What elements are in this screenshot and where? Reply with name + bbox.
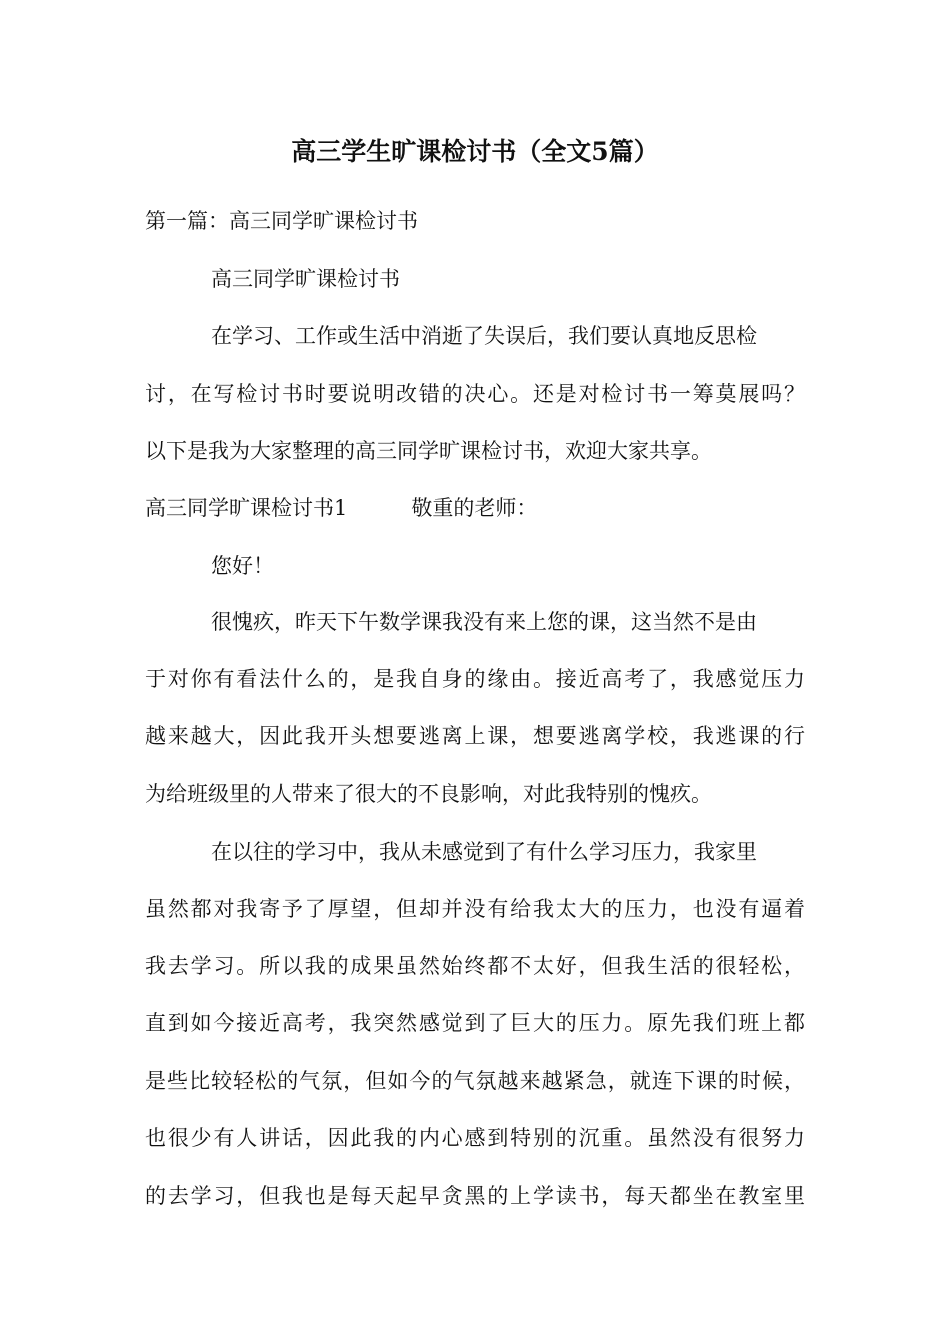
- paragraph-line: 我去学习。所以我的成果虽然始终都不太好，但我生活的很轻松，: [145, 954, 805, 978]
- paragraph-line: 虽然都对我寄予了厚望，但却并没有给我太大的压力，也没有逼着: [145, 897, 805, 921]
- paragraph-line: 直到如今接近高考，我突然感觉到了巨大的压力。原先我们班上都: [145, 1011, 805, 1035]
- chapter-heading: 第一篇：高三同学旷课检讨书: [145, 209, 418, 233]
- paragraph-line: 也很少有人讲话，因此我的内心感到特别的沉重。虽然没有很努力: [145, 1126, 805, 1150]
- letter-header-line: [145, 492, 537, 524]
- subtitle: 高三同学旷课检讨书: [211, 267, 400, 291]
- document-title: 高三学生旷课检讨书（全文5篇）: [291, 137, 659, 166]
- paragraph-line: 是些比较轻松的气氛，但如今的气氛越来越紧急，就连下课的时候，: [145, 1069, 805, 1093]
- paragraph-line: 很愧疚，昨天下午数学课我没有来上您的课，这当然不是由: [211, 610, 757, 634]
- paragraph-line: 在以往的学习中，我从未感觉到了有什么学习压力，我家里: [211, 840, 757, 864]
- paragraph-line: 于对你有看法什么的，是我自身的缘由。接近高考了，我感觉压力: [145, 667, 805, 691]
- letter-label: 高三同学旷课检讨书1: [145, 496, 348, 520]
- paragraph-line: 的去学习，但我也是每天起早贪黑的上学读书，每天都坐在教室里: [145, 1184, 805, 1208]
- paragraph-line: 为给班级里的人带来了很大的不良影响，对此我特别的愧疚。: [145, 782, 712, 806]
- greeting: 您好！: [211, 554, 274, 578]
- paragraph-line: 越来越大，因此我开头想要逃离上课，想要逃离学校，我逃课的行: [145, 724, 805, 748]
- intro-line: 讨，在写检讨书时要说明改错的决心。还是对检讨书一筹莫展吗？: [145, 382, 805, 406]
- salutation: 敬重的老师：: [411, 496, 538, 520]
- intro-line: 在学习、工作或生活中消逝了失误后，我们要认真地反思检: [211, 324, 757, 348]
- intro-line: 以下是我为大家整理的高三同学旷课检讨书，欢迎大家共享。: [145, 439, 712, 463]
